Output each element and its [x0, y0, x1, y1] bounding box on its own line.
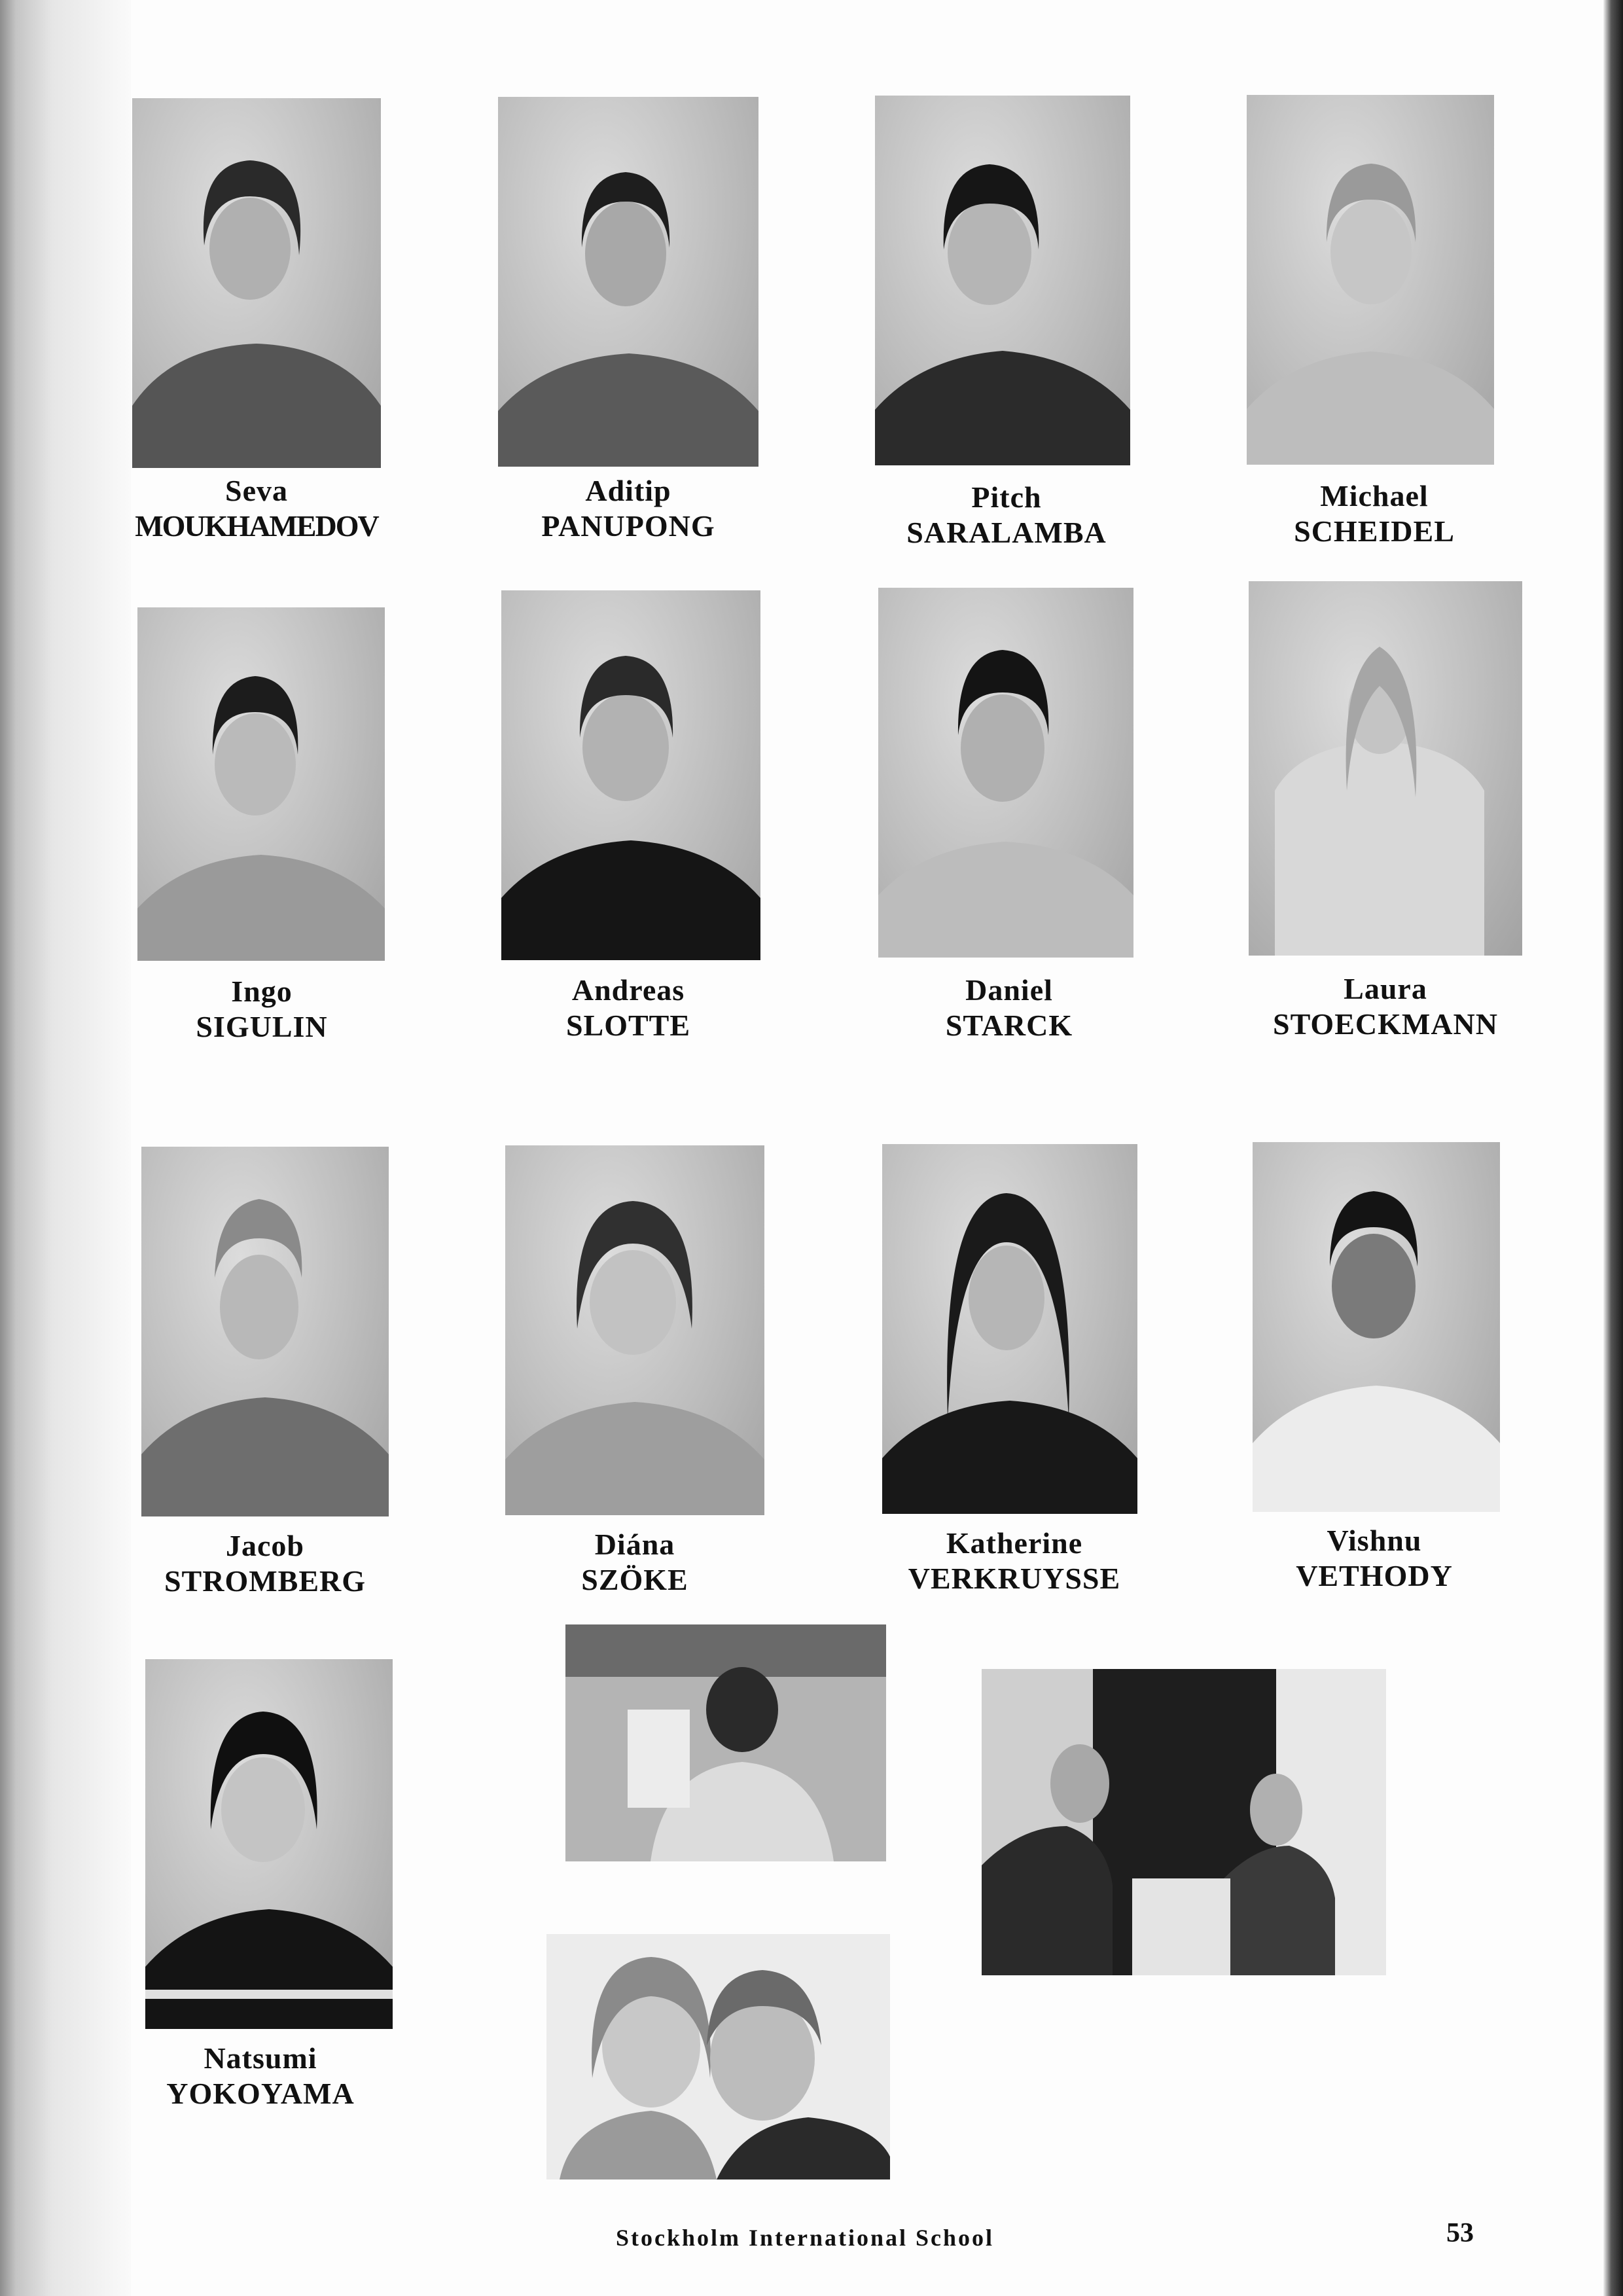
student-last-name: SARALAMBA [906, 516, 1107, 549]
page-edge [1603, 0, 1623, 2296]
student-portrait [875, 96, 1130, 465]
student-last-name: STARCK [945, 1009, 1073, 1042]
student-last-name: SIGULIN [196, 1010, 328, 1043]
student-portrait [501, 590, 760, 960]
student-first-name: Diána [594, 1528, 675, 1561]
student-last-name: SZÖKE [581, 1563, 688, 1596]
book-gutter [0, 0, 131, 2296]
student-name-caption [116, 2041, 404, 2111]
student-first-name: Andreas [571, 973, 685, 1007]
student-name-caption [491, 1527, 779, 1598]
student-portrait [132, 98, 381, 468]
student-first-name: Katherine [946, 1526, 1083, 1560]
student-last-name: STROMBERG [164, 1564, 366, 1598]
student-first-name: Daniel [965, 973, 1053, 1007]
candid-photo [565, 1624, 886, 1861]
student-portrait [882, 1144, 1137, 1514]
student-name-caption [113, 473, 401, 544]
school-name-footer: Stockholm International School [615, 2225, 995, 2251]
student-first-name: Natsumi [204, 2041, 317, 2075]
student-name-caption [118, 974, 406, 1045]
student-name-caption [1230, 1523, 1518, 1594]
student-name-caption [863, 480, 1150, 550]
student-first-name: Ingo [231, 975, 293, 1008]
student-first-name: Vishnu [1327, 1524, 1422, 1557]
student-first-name: Michael [1320, 479, 1429, 512]
student-portrait [141, 1147, 389, 1516]
student-last-name: YOKOYAMA [166, 2077, 355, 2110]
student-last-name: PANUPONG [541, 509, 715, 543]
student-name-caption [1241, 971, 1529, 1042]
student-portrait [878, 588, 1133, 958]
student-last-name: STOECKMANN [1273, 1007, 1498, 1041]
student-portrait [1247, 95, 1494, 465]
student-portrait [1253, 1142, 1500, 1512]
page-number: 53 [1446, 2218, 1474, 2248]
student-first-name: Laura [1344, 972, 1427, 1005]
student-name-caption [484, 473, 772, 544]
student-name-caption [121, 1528, 409, 1599]
candid-photo [546, 1934, 890, 2179]
student-portrait [1249, 581, 1522, 956]
student-first-name: Pitch [971, 480, 1042, 514]
student-last-name: VERKRUYSSE [908, 1562, 1121, 1595]
candid-photo [982, 1669, 1386, 1975]
student-last-name: SCHEIDEL [1294, 514, 1455, 548]
student-first-name: Jacob [226, 1529, 304, 1562]
student-name-caption [865, 973, 1153, 1043]
student-name-caption [870, 1526, 1158, 1596]
student-last-name: VETHODY [1296, 1559, 1453, 1592]
student-name-caption [484, 973, 772, 1043]
student-portrait [498, 97, 758, 467]
student-portrait [145, 1659, 393, 2029]
student-portrait [137, 607, 385, 961]
student-first-name: Aditip [585, 474, 671, 507]
student-first-name: Seva [225, 474, 288, 507]
student-portrait [505, 1145, 764, 1515]
student-last-name: SLOTTE [565, 1009, 691, 1042]
student-last-name: MOUKHAMEDOV [135, 509, 378, 543]
student-name-caption [1230, 478, 1518, 549]
